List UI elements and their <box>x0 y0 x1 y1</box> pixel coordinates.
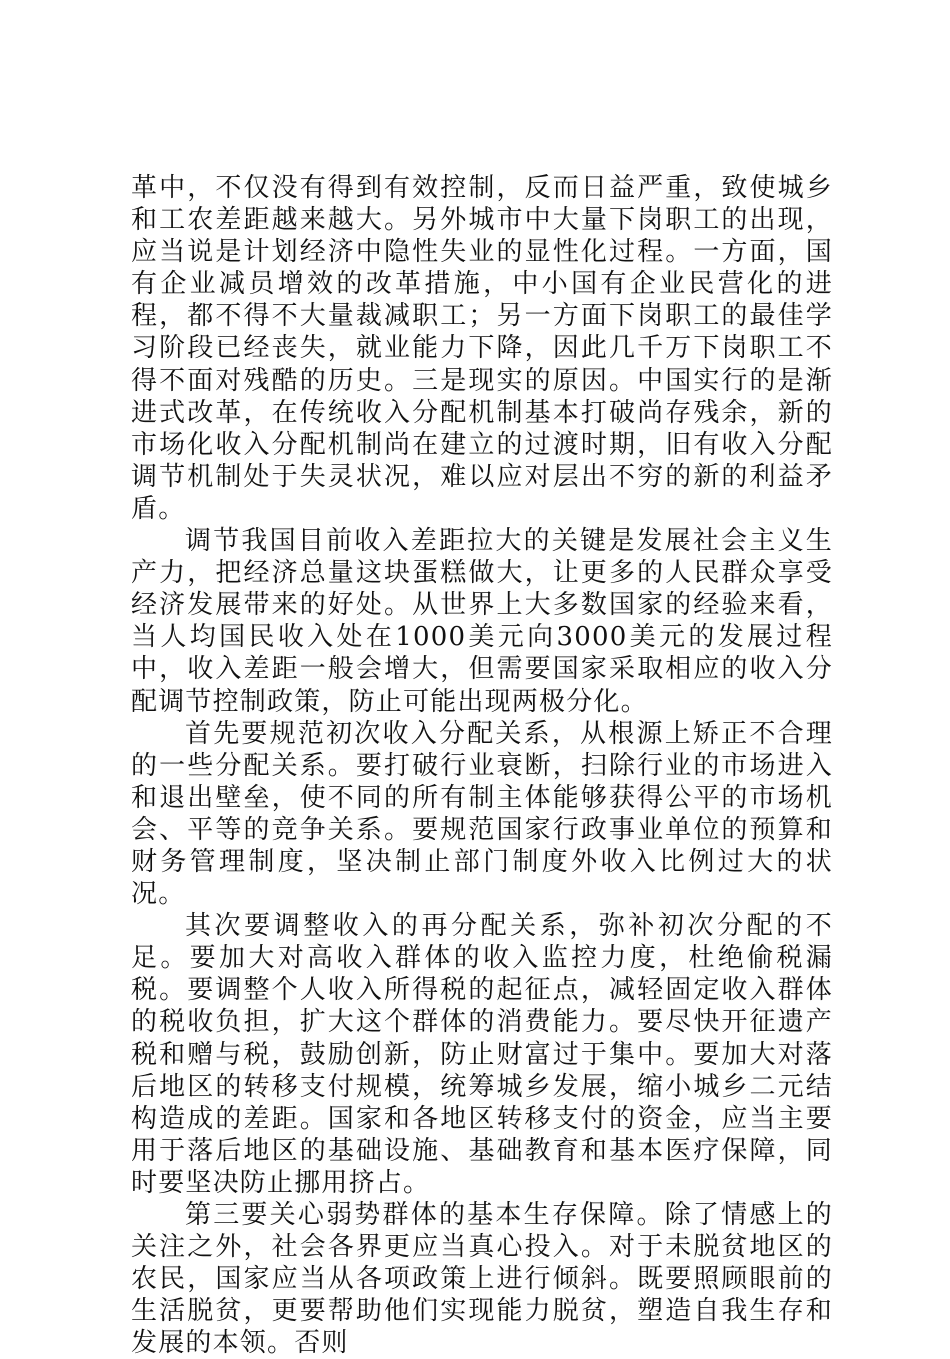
paragraph-4: 其次要调整收入的再分配关系，弥补初次分配的不足。要加大对高收入群体的收入监控力度，杜绝偷税漏税。要调整个人收入所得税的起征点，减轻固定收入群体的税收负担，扩大这个群体的消费能力。要尽快开征遗产税和赠与税，鼓励创新，防止财富过于集中。要加大对落后地区的转移支付规模，统筹城乡发展，缩小城乡二元结构造成的差距。国家和各地区转移支付的资金，应当主要用于落后地区的基础设施、基础教育和基本医疗保障，同时要坚决防止挪用挤占。 <box>131 911 833 1198</box>
paragraph-2: 调节我国目前收入差距拉大的关键是发展社会主义生产力，把经济总量这块蛋糕做大，让更多的人民群众享受经济发展带来的好处。从世界上大多数国家的经验来看，当人均国民收入处在1000美元向3000美元的发展过程中，收入差距一般会增大，但需要国家采取相应的收入分配调节控制政策，防止可能出现两极分化。 <box>131 526 833 717</box>
document-body <box>131 172 833 1359</box>
paragraph-1: 革中，不仅没有得到有效控制，反而日益严重，致使城乡和工农差距越来越大。另外城市中大量下岗职工的出现，应当说是计划经济中隐性失业的显性化过程。一方面，国有企业减员增效的改革措施，中小国有企业民营化的进程，都不得不大量裁减职工；另一方面下岗职工的最佳学习阶段已经丧失，就业能力下降，因此几千万下岗职工不得不面对残酷的历史。三是现实的原因。中国实行的是渐进式改革，在传统收入分配机制基本打破尚存残余，新的市场化收入分配机制尚在建立的过渡时期，旧有收入分配调节机制处于失灵状况，难以应对层出不穷的新的利益矛盾。 <box>131 173 833 524</box>
paragraph-3: 首先要规范初次收入分配关系，从根源上矫正不合理的一些分配关系。要打破行业衰断，扫除行业的市场进入和退出壁垒，使不同的所有制主体能够获得公平的市场机会、平等的竞争关系。要规范国家行政事业单位的预算和财务管理制度，坚决制止部门制度外收入比例过大的状况。 <box>131 718 833 910</box>
paragraph-5: 第三要关心弱势群体的基本生存保障。除了情感上的关注之外，社会各界更应当真心投入。对于未脱贫地区的农民，国家应当从各项政策上进行倾斜。既要照顾眼前的生活脱贫，更要帮助他们实现能力脱贫，塑造自我生存和发展的本领。否则 <box>131 1200 833 1359</box>
